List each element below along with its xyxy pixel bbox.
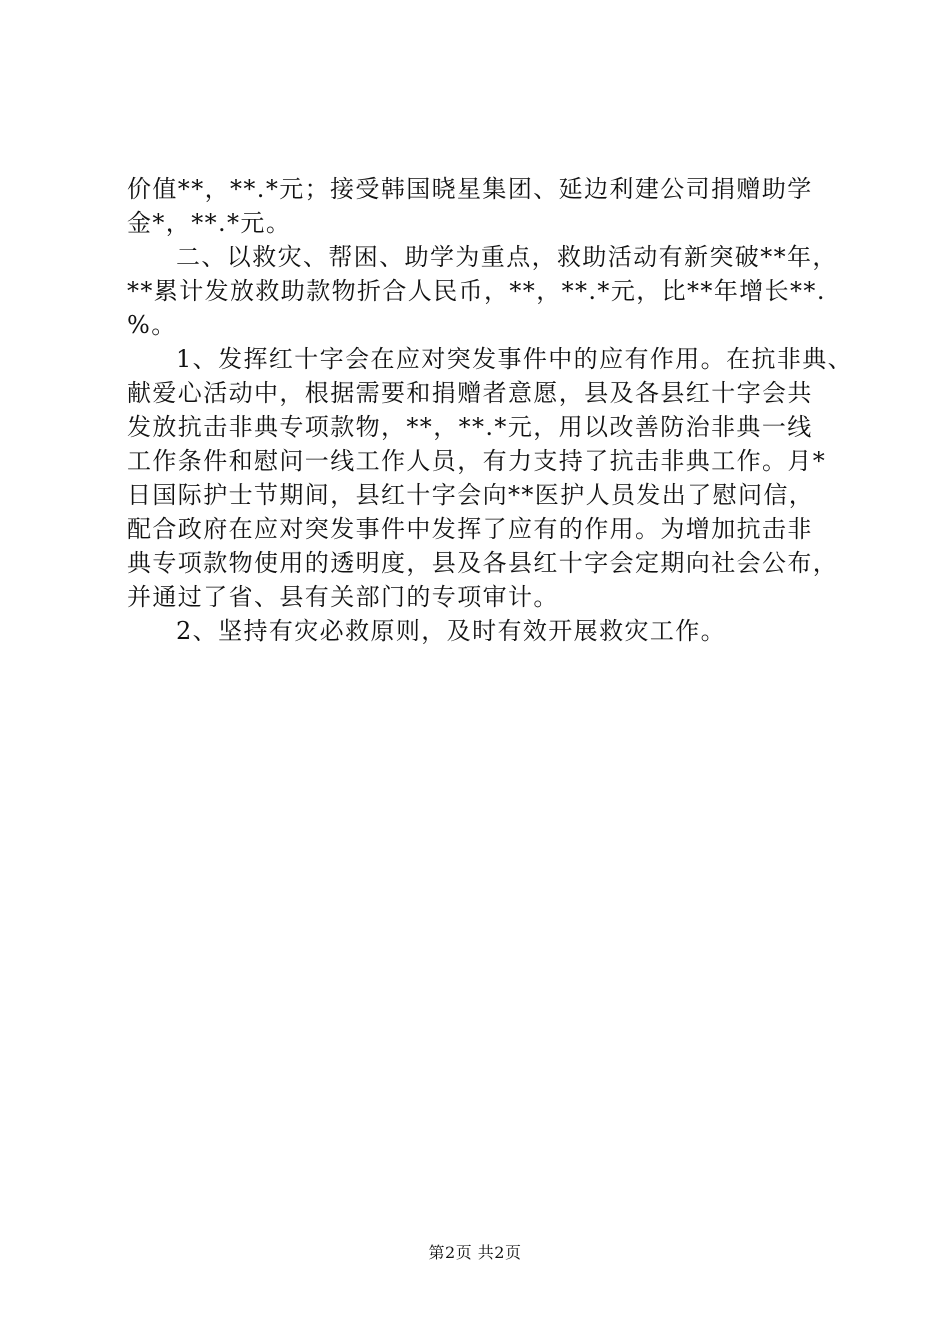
text-line: **累计发放救助款物折合人民币，**，**.*元，比**年增长**. (127, 277, 826, 305)
text-line: 配合政府在应对突发事件中发挥了应有的作用。为增加抗击非 (127, 515, 813, 543)
document-body (127, 172, 854, 648)
text-line: 价值**，**.*元；接受韩国晓星集团、延边利建公司捐赠助学 (127, 175, 813, 203)
text-line: %。 (127, 311, 177, 339)
text-line: 金*，**.*元。 (127, 209, 292, 237)
text-line: 工作条件和慰问一线工作人员，有力支持了抗击非典工作。月* (127, 447, 827, 475)
text-line: 并通过了省、县有关部门的专项审计。 (127, 583, 559, 611)
text-line: 日国际护士节期间，县红十字会向**医护人员发出了慰问信， (127, 481, 815, 509)
text-line: 献爱心活动中，根据需要和捐赠者意愿，县及各县红十字会共 (127, 379, 813, 407)
text-line: 典专项款物使用的透明度，县及各县红十字会定期向社会公布， (127, 549, 839, 577)
text-line: 1、发挥红十字会在应对突发事件中的应有作用。在抗非典、 (176, 345, 854, 373)
text-line: 发放抗击非典专项款物，**，**.*元，用以改善防治非典一线 (127, 413, 813, 441)
text-line: 2、坚持有灾必救原则，及时有效开展救灾工作。 (176, 617, 727, 645)
text-line: 二、以救灾、帮困、助学为重点，救助活动有新突破**年， (176, 243, 838, 271)
page-number-footer: 第2页 共2页 (428, 1243, 522, 1262)
